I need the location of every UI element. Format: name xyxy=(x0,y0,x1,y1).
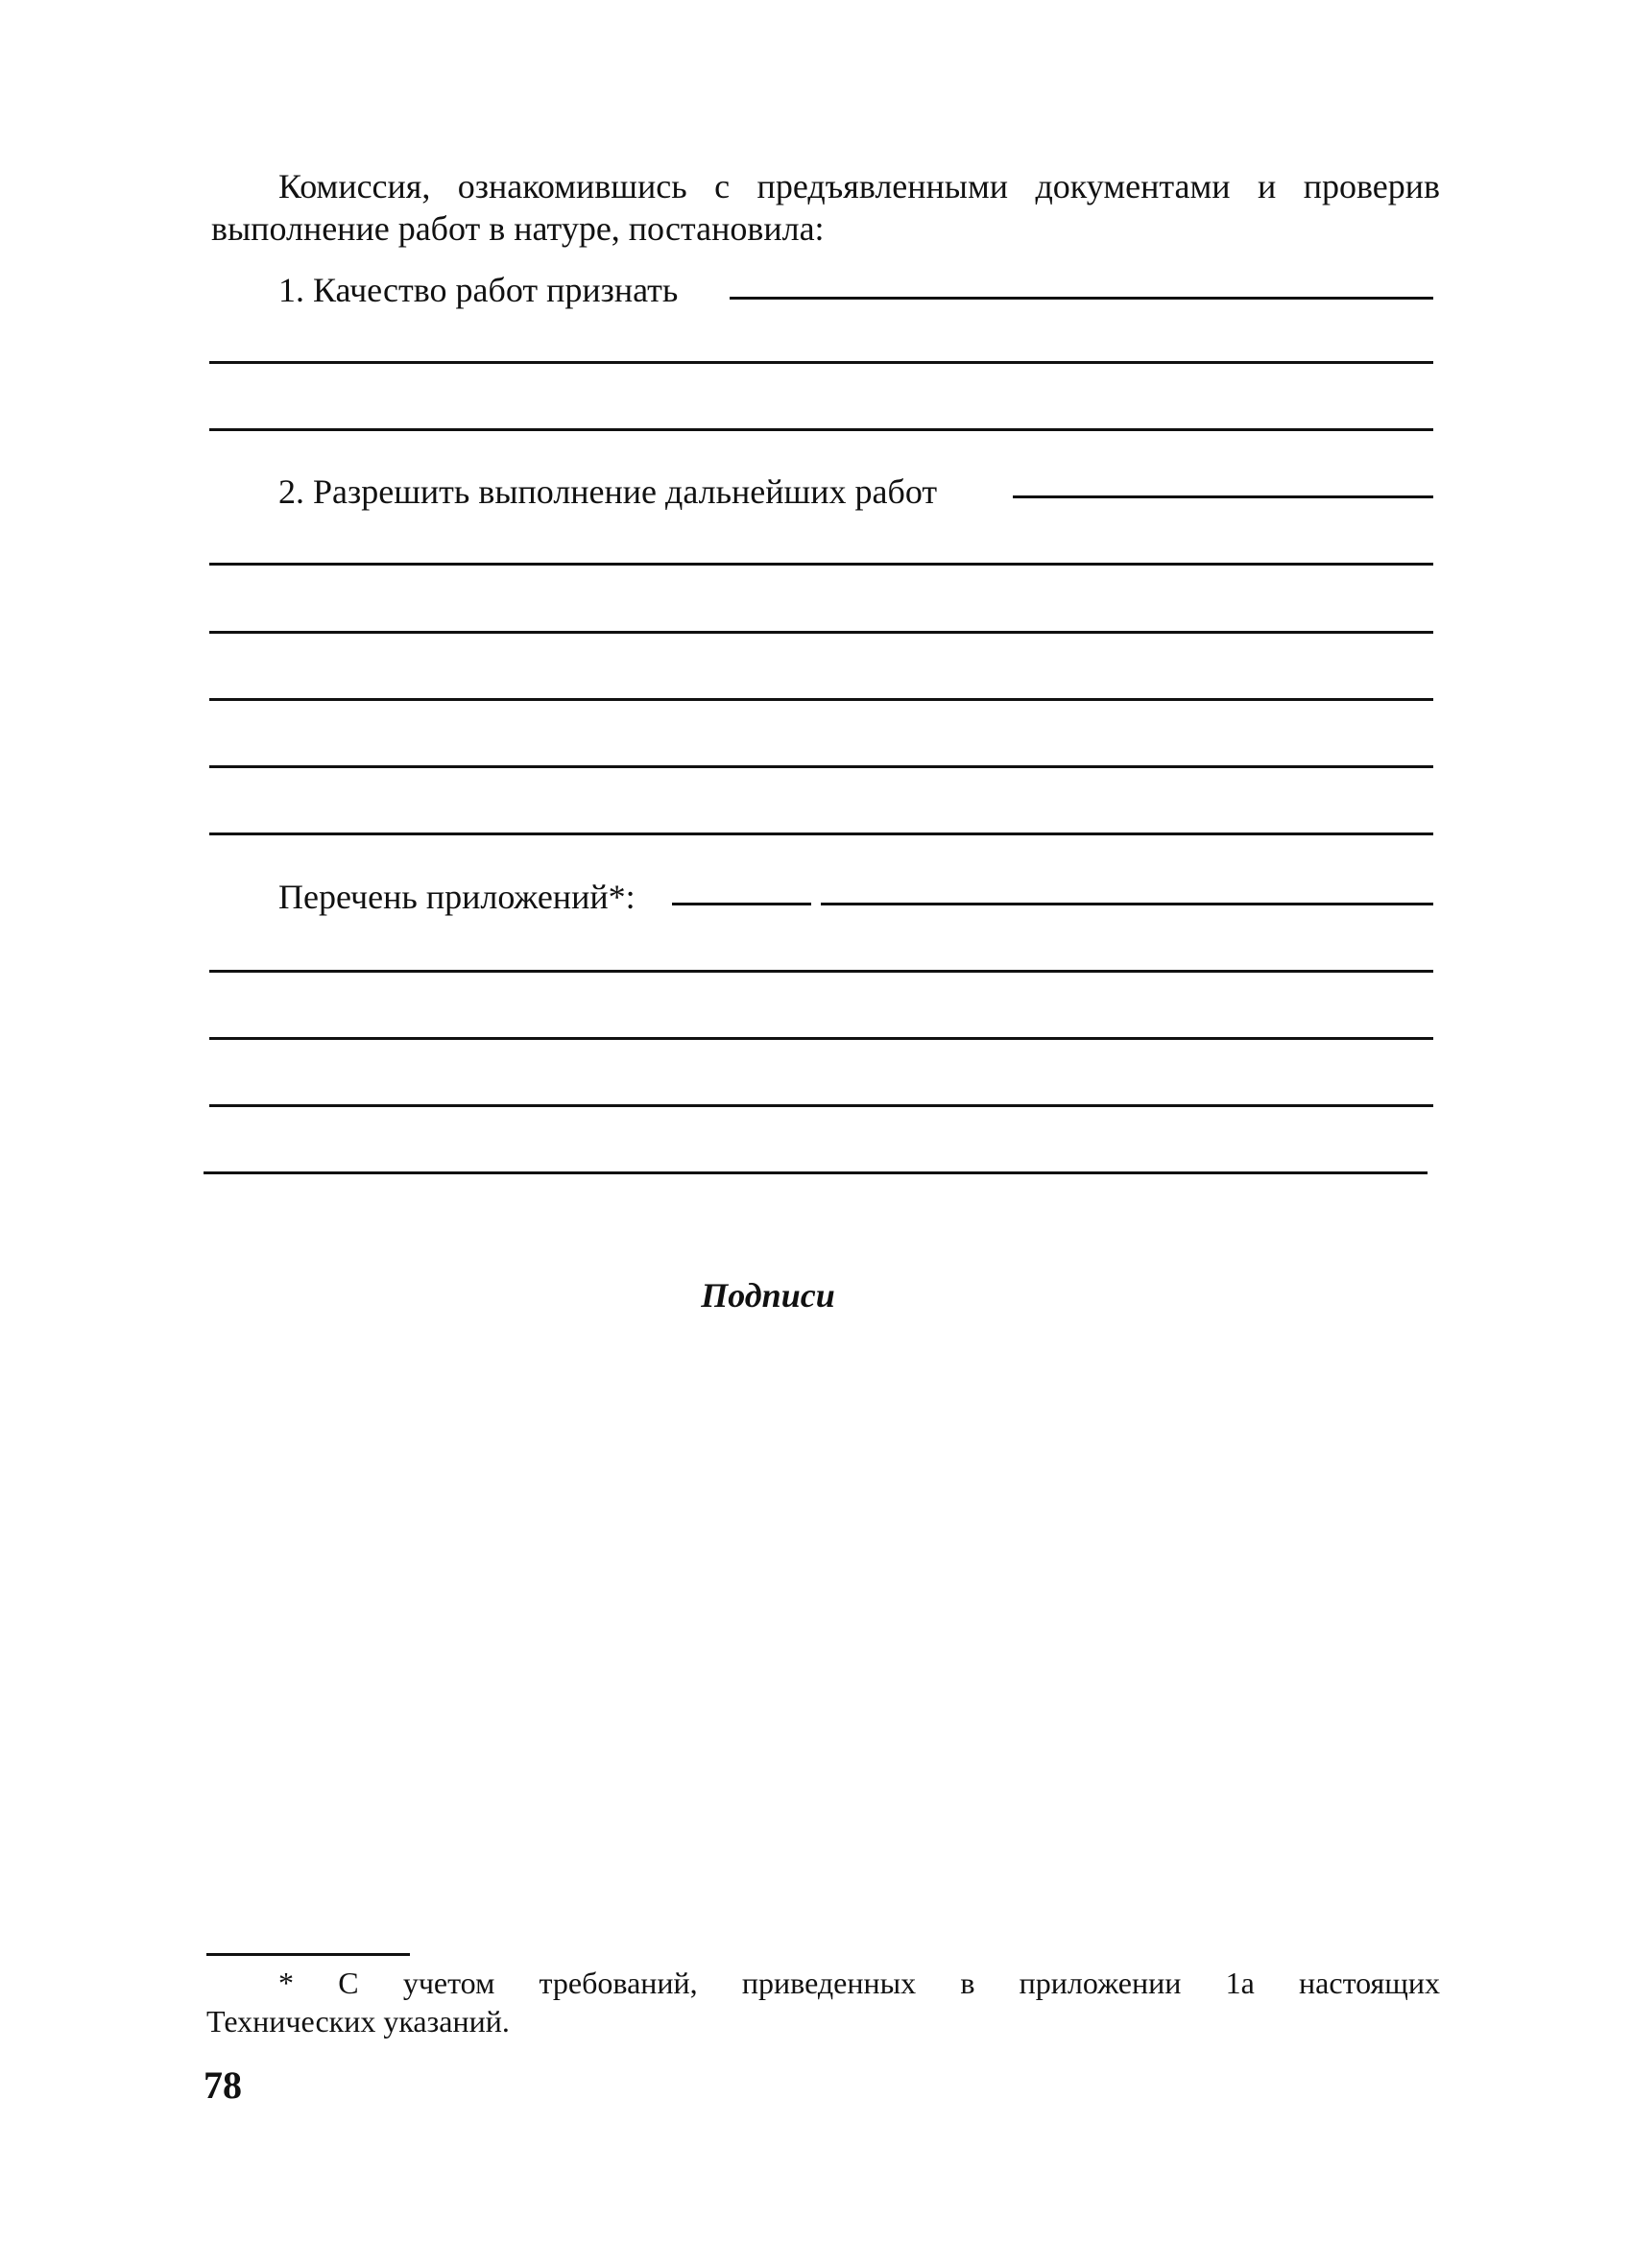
further-work-fill-line[interactable] xyxy=(1013,495,1433,498)
quality-label: 1. Качество работ признать xyxy=(278,271,679,309)
footnote xyxy=(206,1964,1440,2040)
further-work-line-2[interactable] xyxy=(209,563,1433,566)
footnote-line-2: Технических указаний. xyxy=(206,2004,510,2039)
attachments-line-3[interactable] xyxy=(209,1037,1433,1040)
intro-line-2: выполнение работ в натуре, постановила: xyxy=(211,209,825,248)
further-work-line-4[interactable] xyxy=(209,698,1433,701)
quality-line-3[interactable] xyxy=(209,428,1433,431)
attachments-line-4[interactable] xyxy=(209,1104,1433,1107)
further-work-line-6[interactable] xyxy=(209,832,1433,835)
further-work-line-3[interactable] xyxy=(209,631,1433,634)
intro-paragraph xyxy=(211,165,1440,250)
signatures-heading: Подписи xyxy=(701,1276,835,1315)
attachments-line-5[interactable] xyxy=(204,1171,1428,1174)
footnote-line-1: * С учетом требований, приведенных в приложении 1а настоящих xyxy=(278,1966,1440,2000)
quality-fill-line[interactable] xyxy=(730,297,1433,300)
quality-line-2[interactable] xyxy=(209,361,1433,364)
attachments-fill-line-b[interactable] xyxy=(821,903,1433,905)
page-number: 78 xyxy=(204,2063,242,2107)
footnote-separator xyxy=(206,1953,410,1956)
attachments-line-2[interactable] xyxy=(209,970,1433,973)
intro-line-1: Комиссия, ознакомившись с предъявленными документами и проверив xyxy=(278,167,1440,205)
attachments-label: Перечень приложений*: xyxy=(278,878,636,916)
further-work-line-5[interactable] xyxy=(209,765,1433,768)
attachments-fill-line-a[interactable] xyxy=(672,903,811,905)
further-work-label: 2. Разрешить выполнение дальнейших работ xyxy=(278,472,938,511)
